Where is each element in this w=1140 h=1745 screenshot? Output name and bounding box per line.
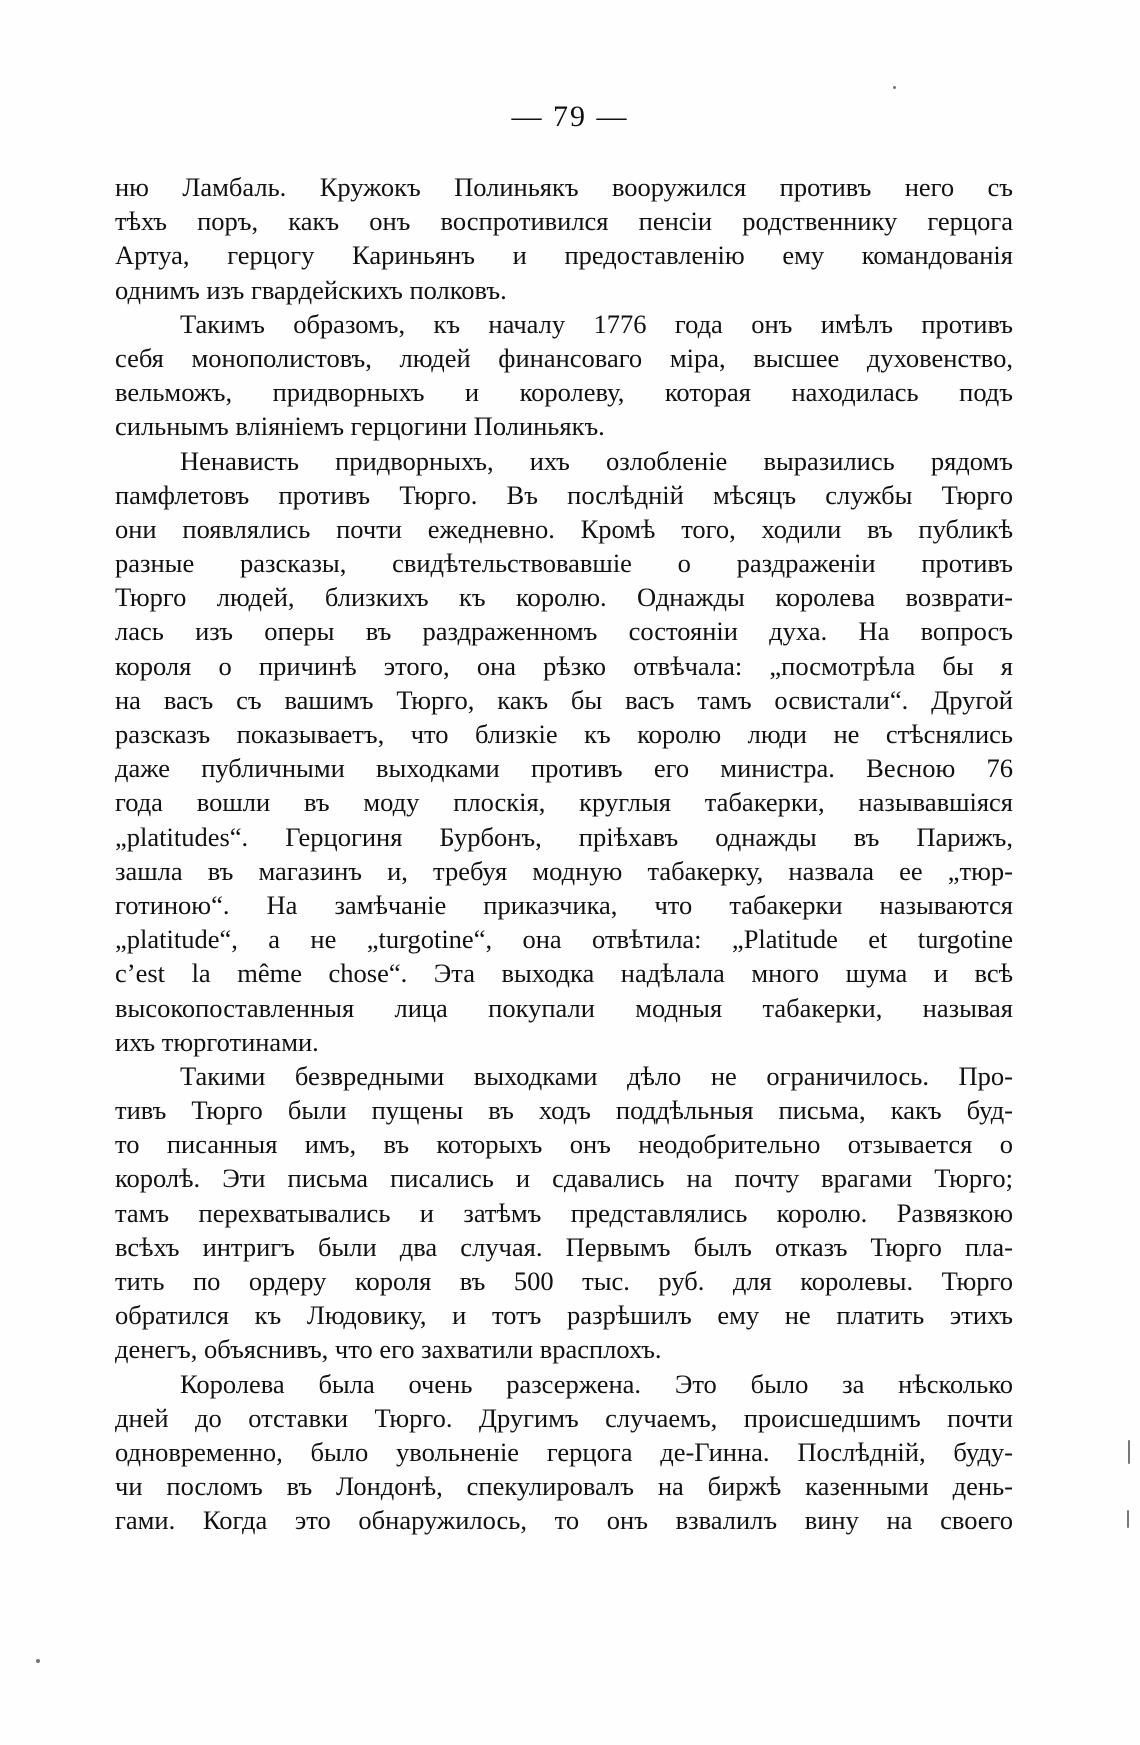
text-line: дней до отставки Тюрго. Другимъ случаемъ, происшедшимъ почти	[115, 1402, 1013, 1433]
text-line: денегъ, объяснивъ, что его захватили врасплохъ.	[115, 1334, 662, 1365]
text-line: то писанныя имъ, въ которыхъ онъ неодобрительно отзывается о	[115, 1129, 1013, 1160]
paragraph	[115, 307, 1013, 444]
text-line: Артуа, герцогу Кариньянъ и предоставленію ему командованія	[115, 240, 1013, 271]
text-line: памфлетовъ противъ Тюрго. Въ послѣдній мѣсяцъ службы Тюрго	[115, 479, 1013, 510]
scan-speck	[1127, 1510, 1129, 1528]
text-line: короля о причинѣ этого, она рѣзко отвѣчала: „посмотрѣла бы я	[115, 650, 1013, 681]
scan-speck	[36, 1659, 40, 1663]
text-line: зашла въ магазинъ и, требуя модную табакерку, назвала ее „тюр-	[115, 855, 1013, 886]
text-line: одновременно, было увольненіе герцога де-Гинна. Послѣдній, буду-	[115, 1436, 1013, 1467]
text-line: на васъ съ вашимъ Тюрго, какъ бы васъ тамъ освистали“. Другой	[115, 684, 1013, 715]
scan-speck	[893, 86, 896, 89]
text-line: „platitudes“. Герцогиня Бурбонъ, пріѣхавъ однажды въ Парижъ,	[115, 821, 1013, 852]
paragraph	[115, 1059, 1013, 1367]
paragraph	[115, 1367, 1013, 1538]
text-line: года вошли въ моду плоскія, круглыя табакерки, называвшіяся	[115, 787, 1013, 818]
text-line: Ненависть придворныхъ, ихъ озлобленіе выразились рядомъ	[180, 445, 1013, 476]
text-line: разные разсказы, свидѣтельствовавшіе о раздраженіи противъ	[115, 548, 1013, 579]
text-line: обратился къ Людовику, и тотъ разрѣшилъ ему не платить этихъ	[115, 1300, 1013, 1331]
text-line: себя монополистовъ, людей финансоваго міра, высшее духовенство,	[115, 342, 1013, 373]
text-line: однимъ изъ гвардейскихъ полковъ.	[115, 274, 507, 305]
text-line: ихъ тюрготинами.	[115, 1026, 319, 1057]
text-line: всѣхъ интригъ были два случая. Первымъ былъ отказъ Тюрго пла-	[115, 1231, 1013, 1262]
page-number: — 79 —	[511, 100, 629, 133]
text-line: Королева была очень разсержена. Это было за нѣсколько	[180, 1368, 1013, 1399]
text-line: „platitude“, а не „turgotine“, она отвѣтила: „Platitude et turgotine	[115, 924, 1013, 955]
text-line: королѣ. Эти письма писались и сдавались на почту врагами Тюрго;	[115, 1163, 1013, 1194]
text-line: разсказъ показываетъ, что близкіе къ королю люди не стѣснялись	[115, 719, 1013, 749]
scan-speck	[1128, 1440, 1130, 1464]
text-line: лась изъ оперы въ раздраженномъ состояніи духа. На вопросъ	[115, 616, 1013, 647]
text-line: тивъ Тюрго были пущены въ ходъ поддѣльныя письма, какъ буд-	[115, 1095, 1013, 1126]
text-line: чи посломъ въ Лондонѣ, спекулировалъ на биржѣ казенными день-	[115, 1471, 1013, 1502]
text-line: гами. Когда это обнаружилось, то онъ взвалилъ вину на своего	[115, 1505, 1013, 1536]
text-line: сильнымъ вліяніемъ герцогини Полиньякъ.	[115, 411, 605, 442]
text-line: высокопоставленныя лица покупали модныя табакерки, называя	[115, 992, 1013, 1023]
text-line: Тюрго людей, близкихъ къ королю. Однажды королева возврати-	[115, 582, 1013, 613]
text-line: c’est la même chose“. Эта выходка надѣлала много шума и всѣ	[115, 958, 1013, 989]
text-line: ню Ламбаль. Кружокъ Полиньякъ вооружился противъ него съ	[115, 172, 1013, 202]
paragraph	[115, 170, 1013, 307]
paragraph	[115, 444, 1013, 1059]
text-line: Такими безвредными выходками дѣло не ограничилось. Про-	[180, 1060, 1013, 1091]
body-text	[115, 170, 1013, 1538]
text-line: тить по ордеру короля въ 500 тыс. руб. для королевы. Тюрго	[115, 1266, 1013, 1296]
text-line: тѣхъ поръ, какъ онъ воспротивился пенсіи родственнику герцога	[115, 206, 1013, 237]
text-line: они появлялись почти ежедневно. Кромѣ того, ходили въ публикѣ	[115, 513, 1013, 544]
text-line: даже публичными выходками противъ его министра. Весною 76	[115, 753, 1013, 784]
text-line: вельможъ, придворныхъ и королеву, которая находилась подъ	[115, 377, 1013, 408]
text-line: Такимъ образомъ, къ началу 1776 года онъ имѣлъ противъ	[180, 308, 1013, 339]
text-line: тамъ перехватывались и затѣмъ представлялись королю. Развязкою	[115, 1197, 1013, 1228]
text-line: готиною“. На замѣчаніе приказчика, что табакерки называются	[115, 889, 1013, 920]
